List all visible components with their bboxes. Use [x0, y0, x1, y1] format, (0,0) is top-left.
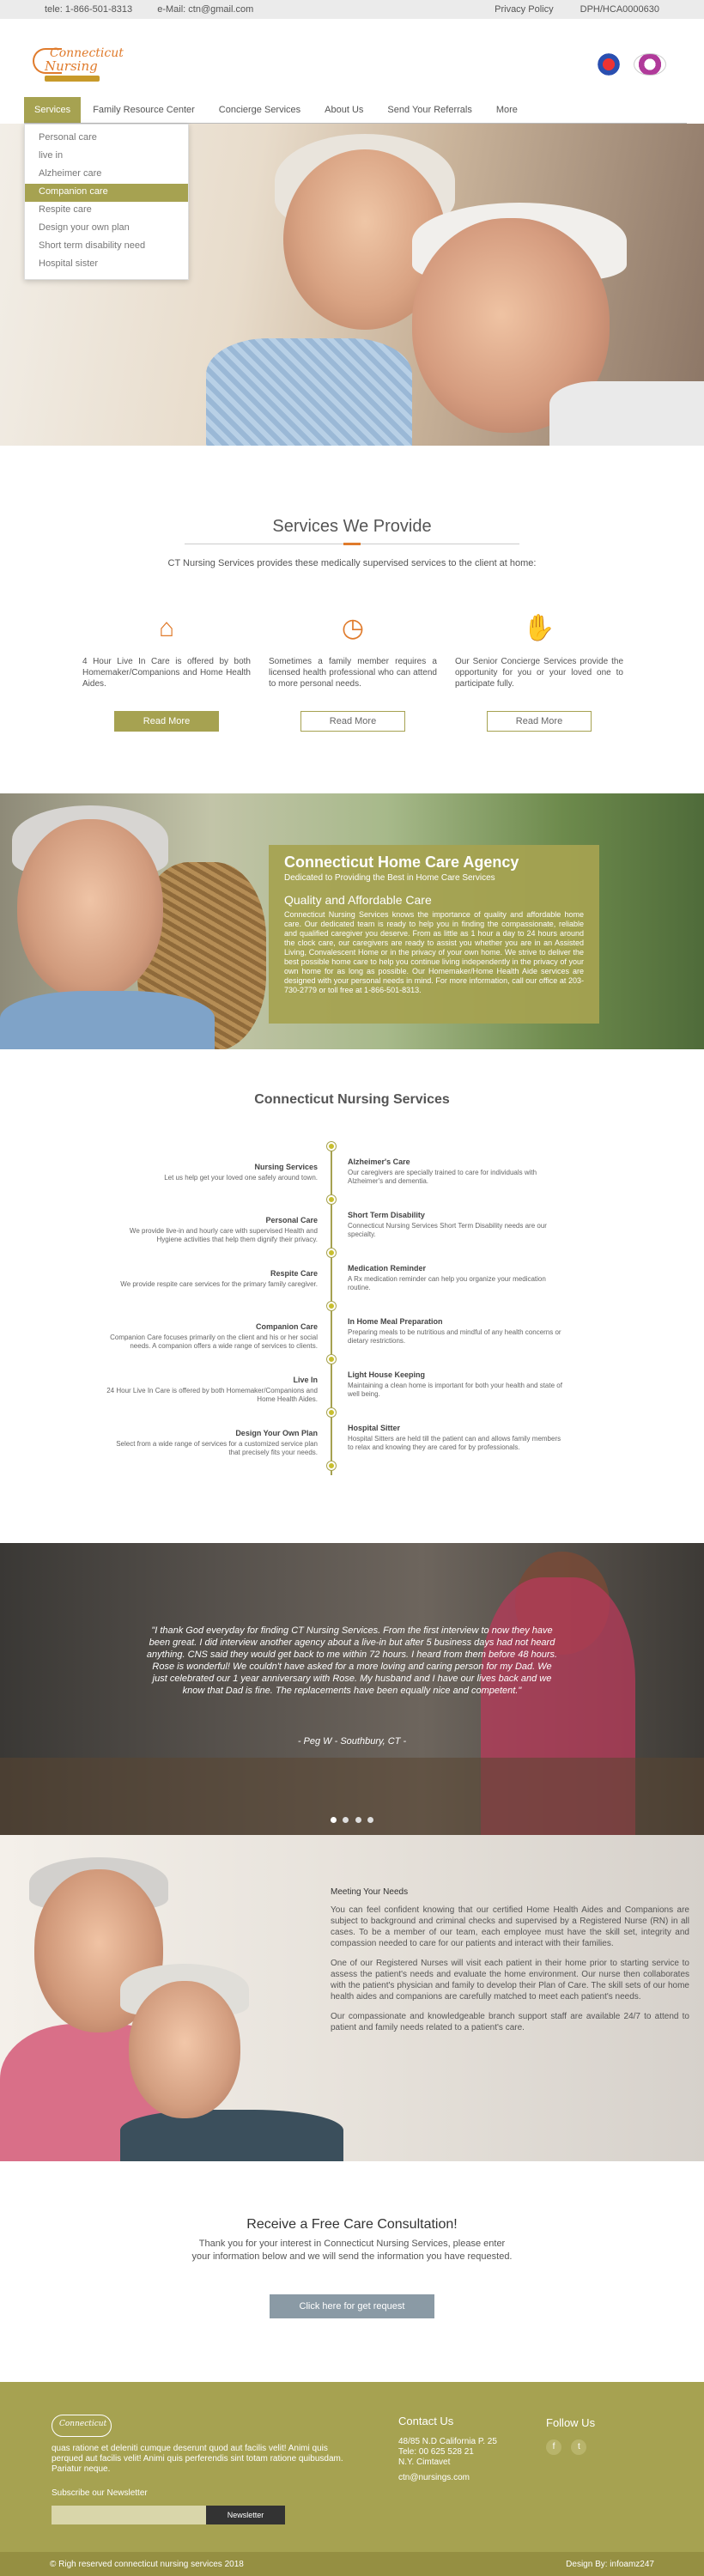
- address-line-1: 48/85 N.D California P. 25: [398, 2437, 497, 2446]
- copyright: © Righ reserved connecticut nursing services 2018: [50, 2559, 244, 2569]
- footer-logo[interactable]: Connecticut: [52, 2415, 112, 2437]
- timeline-item-left: [103, 1216, 318, 1244]
- facebook-icon[interactable]: f: [546, 2439, 561, 2455]
- timeline-item-text: Connecticut Nursing Services Short Term Disability needs are our specialty.: [348, 1222, 547, 1238]
- timeline-item-text: A Rx medication reminder can help you organize your medication routine.: [348, 1275, 546, 1291]
- testimonial-section: [0, 1543, 704, 1835]
- read-more-button[interactable]: Read More: [114, 711, 219, 732]
- slider-dot[interactable]: [367, 1817, 373, 1823]
- service-card: [455, 611, 623, 732]
- timeline-item-right: [348, 1157, 562, 1186]
- dropdown-companion-care[interactable]: Companion care: [25, 184, 188, 202]
- logo-line2: Nursing: [45, 58, 98, 74]
- woman-face: [129, 1981, 240, 2118]
- hero-woman-shirt: [206, 338, 412, 446]
- service-card: [269, 611, 437, 732]
- timeline-item-title: Design Your Own Plan: [235, 1429, 318, 1437]
- agency-title: Connecticut Home Care Agency: [284, 854, 519, 871]
- timeline-item-left: [103, 1163, 318, 1182]
- nav-more[interactable]: More: [495, 105, 518, 115]
- top-bar: [0, 0, 704, 19]
- footer-bottom-bar: [0, 2552, 704, 2576]
- service-text: Sometimes a family member requires a licensed health professional who can attend to more personal needs.: [269, 657, 437, 689]
- service-text: 4 Hour Live In Care is offered by both Homemaker/Companions and Home Health Aides.: [82, 657, 251, 689]
- newsletter-email-input[interactable]: [52, 2506, 206, 2524]
- needs-paragraph-2: One of our Registered Nurses will visit each patient in their home prior to starting service to assess the patient's needs and evaluate the home environment. Our nurse then collaborates with the patient's physician and family to develop their Plan of Care. The skill sets of our home health aides and companions are carefully matched to meet each patient's needs.: [331, 1959, 689, 2002]
- timeline-dot: [327, 1195, 336, 1204]
- slider-dot[interactable]: [331, 1817, 337, 1823]
- dropdown-personal-care[interactable]: Personal care: [39, 132, 97, 143]
- timeline-dot: [327, 1249, 336, 1257]
- dropdown-respite-care[interactable]: Respite care: [39, 204, 92, 215]
- footer-text: quas ratione et deleniti cumque deserunt quod aut facilis velit! Animi quis perqued aut facilis velit! Animi quis perferendis sint totam ratione quibusdam. Pariatur neque.: [52, 2444, 343, 2474]
- services-row: [82, 611, 623, 732]
- dropdown-live-in[interactable]: live in: [39, 150, 64, 161]
- agency-tagline: Dedicated to Providing the Best in Home Care Services: [284, 873, 495, 883]
- agency-woman-face: [17, 819, 163, 999]
- timeline-dot: [327, 1355, 336, 1364]
- services-timeline: [0, 1092, 704, 1456]
- newsletter-button[interactable]: Newsletter: [206, 2506, 285, 2524]
- testimonial-quote: "I thank God everyday for finding CT Nursing Services. From the first interview to now they have been great. I did interview another agency about a live-in but after 5 business days had not heard anything. CNS said they would get back to me within 72 hours. I heard from them before 48 hours. Rose is wonderful! We couldn't have asked for a more loving and caring person for my Dad. We just celebrated our 1 year anniversary with Rose. My husband and I have our lives back and we know that Dad is fine. The replacements have been equally nice and competent.": [146, 1625, 558, 1696]
- dropdown-design-plan[interactable]: Design your own plan: [39, 222, 130, 233]
- timeline-dot: [327, 1408, 336, 1417]
- timeline-item-right: [348, 1370, 562, 1399]
- needs-text: [331, 1886, 689, 2042]
- nav-send-referrals[interactable]: Send Your Referrals: [387, 105, 472, 115]
- consult-title: Receive a Free Care Consultation!: [246, 2217, 458, 2232]
- needs-heading: Meeting Your Needs: [331, 1887, 409, 1897]
- logo-line1: Connecticut: [50, 46, 124, 60]
- timeline-item-text: Maintaining a clean home is important for both your health and state of well being.: [348, 1382, 562, 1398]
- testimonial-author: - Peg W - Southbury, CT -: [297, 1736, 407, 1747]
- services-subtitle: CT Nursing Services provides these medically supervised services to the client at home:: [167, 558, 537, 568]
- timeline-title: Connecticut Nursing Services: [254, 1092, 450, 1107]
- footer-follow: [546, 2416, 595, 2455]
- hero-man-shirt: [549, 381, 704, 446]
- timeline-dot: [327, 1461, 336, 1470]
- nav-family-resource-center[interactable]: Family Resource Center: [93, 105, 195, 115]
- timeline-item-right: [348, 1317, 562, 1346]
- needs-paragraph-1: You can feel confident knowing that our certified Home Health Aides and Companions are subject to background and criminal checks and supervised by a Registered Nurse (RN) in all cases. To be a member of our team, each employee must have the skill set, integrity and compassion needed to care for our patients and interact with their families.: [331, 1905, 689, 1948]
- follow-title: Follow Us: [546, 2416, 596, 2429]
- dropdown-short-term[interactable]: Short term disability need: [39, 240, 146, 251]
- nav-services[interactable]: Services: [24, 97, 81, 123]
- timeline-item-title: Medication Reminder: [348, 1264, 427, 1273]
- certification-badge-icon: [634, 53, 666, 76]
- timeline-item-left: [103, 1269, 318, 1289]
- main-nav: [24, 96, 687, 124]
- subscribe-label: Subscribe our Newsletter: [52, 2488, 148, 2498]
- timeline-item-text: We provide respite care services for the primary family caregiver.: [120, 1280, 318, 1288]
- clock-icon: ◷: [341, 614, 365, 642]
- nav-about-us[interactable]: About Us: [325, 105, 364, 115]
- top-email[interactable]: e-Mail: ctn@gmail.com: [157, 4, 254, 15]
- dropdown-alzheimer-care[interactable]: Alzheimer care: [39, 168, 102, 179]
- timeline-item-text: We provide live-in and hourly care with supervised Health and Hygiene activities that help them dignify their privacy.: [129, 1227, 318, 1243]
- timeline-item-right: [348, 1211, 562, 1239]
- consult-text-line2: your information below and we will send the information you have requested.: [191, 2251, 513, 2262]
- consult-text: [0, 2238, 704, 2263]
- consult-text-line1: Thank you for your interest in Connecticut Nursing Services, please enter: [198, 2239, 506, 2249]
- slider-dots: [0, 1814, 704, 1826]
- timeline-item-title: Nursing Services: [254, 1163, 318, 1171]
- agency-woman-shirt: [0, 991, 215, 1049]
- timeline-item-title: Respite Care: [270, 1269, 318, 1278]
- timeline-item-text: Our caregivers are specially trained to care for individuals with Alzheimer's and dementia.: [348, 1169, 537, 1185]
- timeline-item-text: Preparing meals to be nutritious and mindful of any health concerns or dietary restrictions.: [348, 1328, 561, 1345]
- contact-title: Contact Us: [398, 2415, 454, 2427]
- needs-paragraph-3: Our compassionate and knowledgeable branch support staff are available 24/7 to attend to patient and family needs related to a patient's care.: [331, 2012, 689, 2032]
- services-dropdown: [24, 124, 189, 280]
- timeline-item-text: Let us help get your loved one safely around town.: [164, 1174, 318, 1182]
- slider-dot[interactable]: [343, 1817, 349, 1823]
- accreditation-badge-icon: [592, 53, 625, 76]
- home-icon: ⌂: [158, 614, 175, 642]
- footer-email[interactable]: ctn@nursings.com: [398, 2473, 470, 2482]
- design-credit[interactable]: Design By: infoamz247: [566, 2559, 654, 2569]
- top-contact: [45, 4, 276, 15]
- twitter-icon[interactable]: t: [571, 2439, 586, 2455]
- timeline-item-title: Alzheimer's Care: [348, 1157, 410, 1166]
- timeline-item-title: Hospital Sitter: [348, 1424, 401, 1432]
- logo-bar: [45, 76, 100, 82]
- handshake-icon: ✋: [523, 614, 555, 642]
- timeline-item-title: Personal Care: [265, 1216, 318, 1224]
- timeline-item-title: Companion Care: [255, 1322, 318, 1331]
- timeline-dot: [327, 1142, 336, 1151]
- nav-concierge-services[interactable]: Concierge Services: [218, 105, 301, 115]
- timeline-item-left: [103, 1429, 318, 1457]
- timeline-item-right: [348, 1424, 562, 1452]
- privacy-policy-link[interactable]: Privacy Policy: [495, 4, 554, 15]
- site-logo[interactable]: [33, 45, 127, 84]
- read-more-button[interactable]: Read More: [300, 711, 405, 732]
- services-section: [0, 517, 704, 726]
- timeline-item-left: [103, 1322, 318, 1351]
- dropdown-hospital-sister[interactable]: Hospital sister: [39, 258, 99, 269]
- timeline-item-title: Live In: [293, 1376, 318, 1384]
- timeline-dot: [327, 1302, 336, 1310]
- timeline-item-title: In Home Meal Preparation: [348, 1317, 443, 1326]
- top-links: [470, 4, 659, 15]
- timeline-item-text: 24 Hour Live In Care is offered by both Homemaker/Companions and Home Health Aides.: [106, 1387, 318, 1403]
- timeline-item-right: [348, 1264, 562, 1292]
- footer-contact: [398, 2416, 497, 2483]
- agency-body: Connecticut Nursing Services knows the importance of quality and affordable home care. Our dedicated team is ready to help you in finding the compassionate, reliable and qualified caregiver you deserve. From as little as 1 hour a day to 24 hours around the clock care, our caregivers are ready to assist you whether you are in an Assisted Living, Convalescent Home or in the privacy of your own home. We strive to deliver the best possible home care to help you continue living independently in the privacy of your own home for as long as possible. Our Homemaker/Home Health Aide services are designed with your personal needs in mind. For more information, call our office at 203-730-2779 or toll free at 1-866-501-8313.: [284, 910, 584, 994]
- timeline-item-title: Short Term Disability: [348, 1211, 425, 1219]
- consultation-section: [0, 2217, 704, 2318]
- license-number: DPH/HCA0000630: [580, 4, 659, 15]
- footer: [0, 2382, 704, 2576]
- address-line-2: Tele: 00 625 528 21: [398, 2447, 474, 2457]
- timeline-item-left: [103, 1376, 318, 1404]
- timeline-item-title: Light House Keeping: [348, 1370, 425, 1379]
- address-line-3: N.Y. Cimtavet: [398, 2458, 451, 2467]
- service-card: [82, 611, 251, 732]
- agency-subtitle: Quality and Affordable Care: [284, 893, 432, 907]
- meeting-needs-section: [0, 1835, 704, 2161]
- timeline-item-text: Select from a wide range of services for a customized service plan that precisely fits your needs.: [116, 1440, 318, 1456]
- services-title: Services We Provide: [272, 517, 432, 536]
- top-phone[interactable]: tele: 1-866-501-8313: [45, 4, 133, 15]
- timeline-item-text: Hospital Sitters are held till the patient can and allows family members to relax and knowing they are cared for by professionals.: [348, 1435, 561, 1451]
- agency-info-box: [269, 845, 599, 1024]
- service-text: Our Senior Concierge Services provide the opportunity for you or your loved one to participate fully.: [455, 657, 623, 689]
- get-request-button[interactable]: Click here for get request: [270, 2294, 434, 2318]
- woman-shirt: [120, 2110, 343, 2161]
- slider-dot[interactable]: [355, 1817, 361, 1823]
- read-more-button[interactable]: Read More: [487, 711, 592, 732]
- timeline-item-text: Companion Care focuses primarily on the client and his or her social needs. A companion offers a wide range of services to clients.: [110, 1334, 318, 1350]
- agency-banner: [0, 793, 704, 1049]
